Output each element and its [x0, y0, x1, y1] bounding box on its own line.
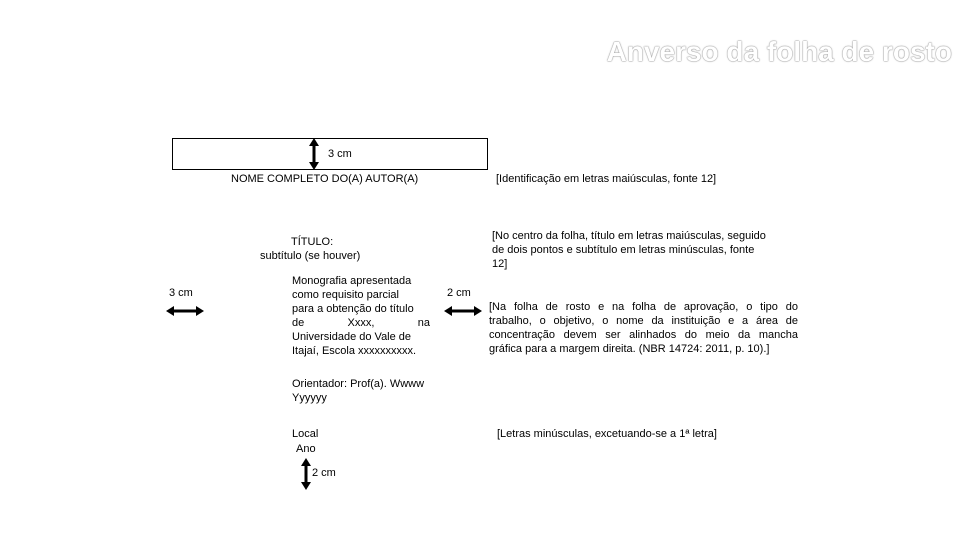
nature-note-line: gráfica para a margem direita. (NBR 14724: 2011, p. 10).]	[489, 343, 770, 355]
year: Ano	[296, 443, 316, 455]
work-nature-line: como requisito parcial	[292, 289, 399, 301]
advisor-line: Yyyyyy	[292, 392, 327, 404]
work-title: TÍTULO:	[291, 236, 334, 248]
author-name: NOME COMPLETO DO(A) AUTOR(A)	[231, 173, 419, 185]
left-margin-arrow-icon	[166, 305, 204, 317]
work-subtitle: subtítulo (se houver)	[260, 250, 361, 262]
left-margin-label: 3 cm	[169, 287, 193, 299]
nature-note-line: trabalho, o objetivo, o nome da instituição e a área de	[489, 315, 798, 327]
work-nature-line: Universidade do Vale de	[292, 331, 412, 343]
title-note-line: 12]	[492, 258, 508, 270]
nature-note-line: concentração devem ser alinhados do meio da mancha	[489, 329, 798, 341]
work-nature-line: para a obtenção do título	[292, 303, 414, 315]
title-note	[492, 229, 802, 271]
bottom-margin-label: 2 cm	[312, 467, 336, 479]
work-nature-line: de Xxxx, na	[292, 317, 430, 329]
work-nature-line: Itajaí, Escola xxxxxxxxxx.	[292, 345, 417, 357]
slide-title: Anverso da folha de rosto	[606, 36, 952, 67]
work-nature	[292, 274, 430, 358]
right-margin-arrow-icon	[444, 305, 482, 317]
nature-note	[489, 300, 798, 356]
place: Local	[292, 428, 319, 440]
title-note-line: de dois pontos e subtítulo em letras minúsculas, fonte	[492, 244, 755, 256]
title-note-line: [No centro da folha, título em letras maiúsculas, seguido	[492, 230, 766, 242]
nature-note-line: [Na folha de rosto e na folha de aprovação, o tipo do	[489, 301, 798, 313]
right-margin-label: 2 cm	[447, 287, 471, 299]
advisor-line: Orientador: Prof(a). Wwww	[292, 378, 425, 390]
advisor	[292, 377, 424, 405]
author-note: [Identificação em letras maiúsculas, fonte 12]	[496, 173, 717, 185]
bottom-margin-arrow-icon	[300, 458, 312, 490]
place-note: [Letras minúsculas, excetuando-se a 1ª letra]	[497, 428, 717, 440]
work-nature-line: Monografia apresentada	[292, 275, 412, 287]
top-margin-arrow-icon	[308, 138, 320, 170]
top-margin-label: 3 cm	[328, 148, 352, 160]
